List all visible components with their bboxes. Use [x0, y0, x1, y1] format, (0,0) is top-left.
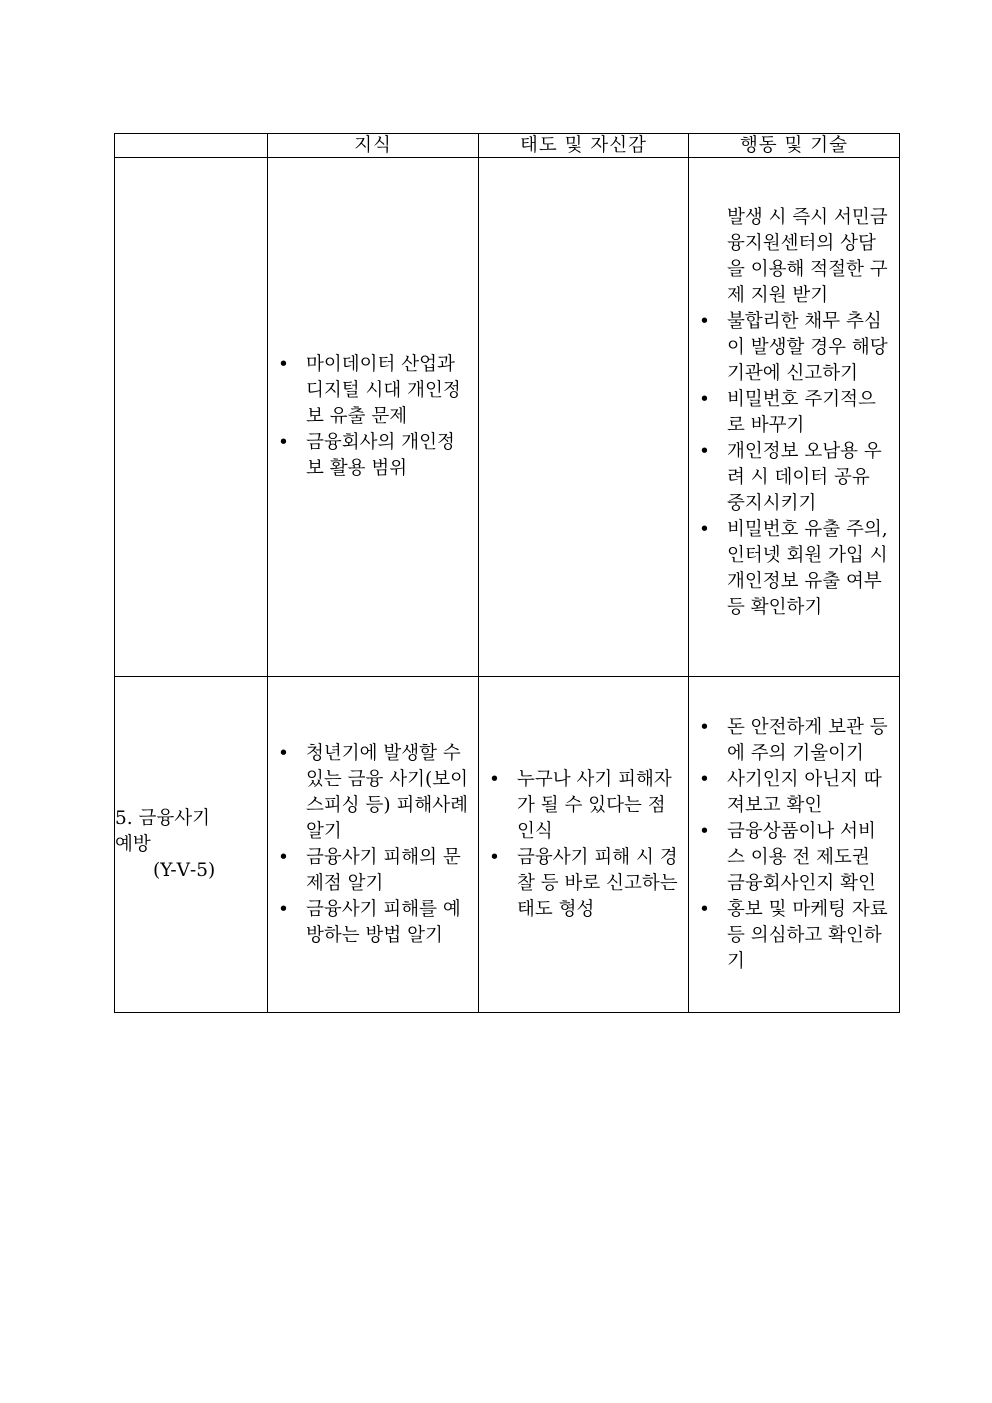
list-item: • 금융회사의 개인정보 활용 범위 — [268, 430, 478, 482]
row2-topic-cell — [115, 677, 268, 1013]
list-item: • 비밀번호 유출 주의, 인터넷 회원 가입 시 개인정보 유출 여부 등 확인하기 — [689, 517, 899, 621]
topic-title-cont: 예방 — [115, 833, 151, 855]
row2-attitude-cell — [479, 677, 689, 1013]
row2-attitude-list — [479, 767, 688, 923]
row2-knowledge-list — [268, 741, 478, 949]
list-item: • 청년기에 발생할 수 있는 금융 사기(보이스피싱 등) 피해사례 알기 — [268, 741, 478, 845]
list-item: • 금융사기 피해 시 경찰 등 바로 신고하는 태도 형성 — [479, 845, 688, 923]
row2-action-list — [689, 715, 899, 975]
list-item: • 비밀번호 주기적으로 바꾸기 — [689, 387, 899, 439]
header-action: 행동 및 기술 — [689, 134, 900, 158]
row2-knowledge-cell — [268, 677, 479, 1013]
row1-knowledge-list — [268, 352, 478, 482]
table-row — [115, 677, 900, 1013]
list-item: • 사기인지 아닌지 따져보고 확인 — [689, 767, 899, 819]
list-item: • 불합리한 채무 추심이 발생할 경우 해당 기관에 신고하기 — [689, 309, 899, 387]
table-row — [115, 158, 900, 677]
topic-title: 5. 금융사기 — [115, 807, 211, 829]
list-item: • 금융상품이나 서비스 이용 전 제도권 금융회사인지 확인 — [689, 819, 899, 897]
row1-action-cell — [689, 158, 900, 677]
header-knowledge: 지식 — [268, 134, 479, 158]
list-item: • 홍보 및 마케팅 자료 등 의심하고 확인하기 — [689, 897, 899, 975]
list-item: • 개인정보 오남용 우려 시 데이터 공유 중지시키기 — [689, 439, 899, 517]
row1-knowledge-cell — [268, 158, 479, 677]
row1-attitude-cell — [479, 158, 689, 677]
list-item: • 마이데이터 산업과 디지털 시대 개인정보 유출 문제 — [268, 352, 478, 430]
list-item: • 금융사기 피해를 예방하는 방법 알기 — [268, 897, 478, 949]
row1-action-list — [689, 309, 899, 621]
header-attitude: 태도 및 자신감 — [479, 134, 689, 158]
topic-code: (Y-Ⅴ-5) — [153, 859, 216, 881]
header-topic — [115, 134, 268, 158]
curriculum-table — [114, 133, 900, 1013]
row1-action-continued: 발생 시 즉시 서민금융지원센터의 상담을 이용해 적절한 구제 지원 받기 — [727, 206, 888, 306]
row1-topic-cell — [115, 158, 268, 677]
list-item: • 누구나 사기 피해자가 될 수 있다는 점 인식 — [479, 767, 688, 845]
list-item: • 금융사기 피해의 문제점 알기 — [268, 845, 478, 897]
row2-action-cell — [689, 677, 900, 1013]
list-item: • 돈 안전하게 보관 등에 주의 기울이기 — [689, 715, 899, 767]
header-row — [115, 134, 900, 158]
